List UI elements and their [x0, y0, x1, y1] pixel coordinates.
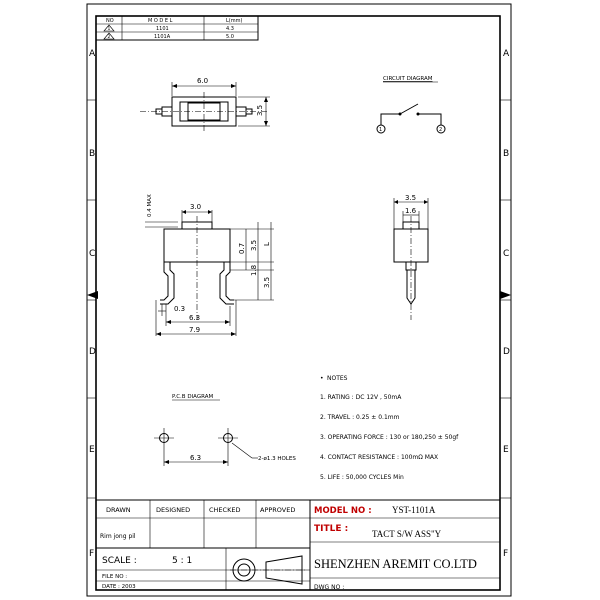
- file-no-label: FILE NO :: [102, 574, 128, 580]
- zone-a-left: A: [89, 49, 96, 59]
- front-dim-07: 0.7: [238, 242, 246, 254]
- front-dim-35-upper: 3.5: [250, 239, 258, 251]
- rev-row1-model: 1101: [156, 26, 169, 32]
- pcb-diagram: [154, 394, 296, 466]
- zone-e-left: E: [89, 445, 95, 455]
- circuit-title: CIRCUIT DIAGRAM: [383, 76, 433, 82]
- revision-table: [96, 16, 258, 40]
- side-outer-label: 3.5: [405, 194, 417, 202]
- circuit-pin2-label: 2: [439, 127, 443, 133]
- zone-f-right: F: [503, 549, 509, 559]
- pcb-title: P.C.B DIAGRAM: [172, 394, 214, 400]
- zone-a-right: A: [503, 49, 510, 59]
- front-dim-l: L: [263, 242, 271, 246]
- note-item-1: 1. RATING : DC 12V , 50mA: [320, 394, 402, 401]
- rev-header-no: NO: [106, 18, 114, 24]
- note-item-2: 2. TRAVEL : 0.25 ± 0.1mm: [320, 414, 400, 421]
- title-block: [96, 500, 500, 591]
- zone-c-right: C: [503, 249, 510, 259]
- front-view: [145, 194, 274, 336]
- note-item-3: 3. OPERATING FORCE : 130 or 180,250 ± 50gf: [320, 434, 459, 441]
- rev-row1-no: 1: [107, 27, 111, 32]
- scale-label: SCALE :: [102, 556, 137, 566]
- rev-header-l: L(mm): [226, 18, 243, 24]
- top-height-label: 3.5: [256, 104, 264, 116]
- zone-d-left: D: [89, 347, 96, 357]
- inner-frame: [96, 16, 500, 590]
- zone-b-left: B: [89, 149, 96, 159]
- title-value: TACT S/W ASS"Y: [372, 529, 442, 539]
- designed-label: DESIGNED: [156, 506, 191, 514]
- front-lead-offset-label: 0.3: [174, 305, 186, 313]
- front-overall-label: 7.9: [189, 326, 201, 334]
- front-dim-35-lower: 3.5: [263, 276, 271, 288]
- approved-label: APPROVED: [260, 506, 296, 514]
- model-no-value: YST-1101A: [392, 505, 436, 515]
- zone-markers: [87, 49, 511, 559]
- checked-label: CHECKED: [209, 506, 241, 514]
- note-item-4: 4. CONTACT RESISTANCE : 100mΩ MAX: [320, 454, 439, 461]
- model-no-label: MODEL NO :: [314, 506, 372, 516]
- notes: [320, 375, 459, 481]
- front-dim-18: 1.8: [250, 264, 258, 276]
- date-label: DATE : 2003: [102, 584, 136, 590]
- rev-row1-l: 4.3: [226, 26, 234, 32]
- scale-value: 5 : 1: [172, 556, 193, 566]
- title-label: TITLE :: [314, 524, 349, 534]
- drawn-label: DRAWN: [106, 506, 131, 514]
- rev-header-model: M O D E L: [148, 18, 173, 24]
- note-item-5: 5. LIFE : 50,000 CYCLES Min: [320, 474, 404, 481]
- pcb-spacing-label: 6.3: [190, 454, 202, 462]
- zone-e-right: E: [503, 445, 509, 455]
- zone-c-left: C: [89, 249, 96, 259]
- outer-frame: [87, 4, 511, 596]
- front-top-width-label: 3.0: [190, 203, 202, 211]
- side-inner-label: 1.6: [405, 207, 417, 215]
- top-view: [140, 77, 270, 132]
- front-lead-span-label: 6.3: [189, 314, 201, 322]
- rev-row2-no: 2: [107, 35, 111, 40]
- notes-bullet: •: [320, 375, 324, 382]
- rev-row2-l: 5.0: [226, 34, 234, 40]
- front-max-label: 0.4 MAX: [147, 194, 153, 217]
- zone-d-right: D: [503, 347, 510, 357]
- rev-row2-model: 1101A: [154, 34, 171, 40]
- pcb-holes-label: 2-ø1.3 HOLES: [258, 456, 296, 462]
- drawn-by-value: Rim jong pil: [100, 533, 136, 540]
- center-arrow-right-icon: [500, 291, 511, 299]
- circuit-diagram: [377, 76, 445, 133]
- company-name: SHENZHEN AREMIT CO.LTD: [314, 557, 477, 571]
- circuit-pin1-label: 1: [379, 127, 383, 133]
- side-view: [394, 194, 428, 320]
- top-width-label: 6.0: [197, 77, 209, 85]
- notes-title: NOTES: [327, 375, 348, 382]
- zone-b-right: B: [503, 149, 510, 159]
- zone-f-left: F: [89, 549, 95, 559]
- center-arrow-left-icon: [87, 291, 98, 299]
- dwg-no-label: DWG NO :: [314, 584, 345, 591]
